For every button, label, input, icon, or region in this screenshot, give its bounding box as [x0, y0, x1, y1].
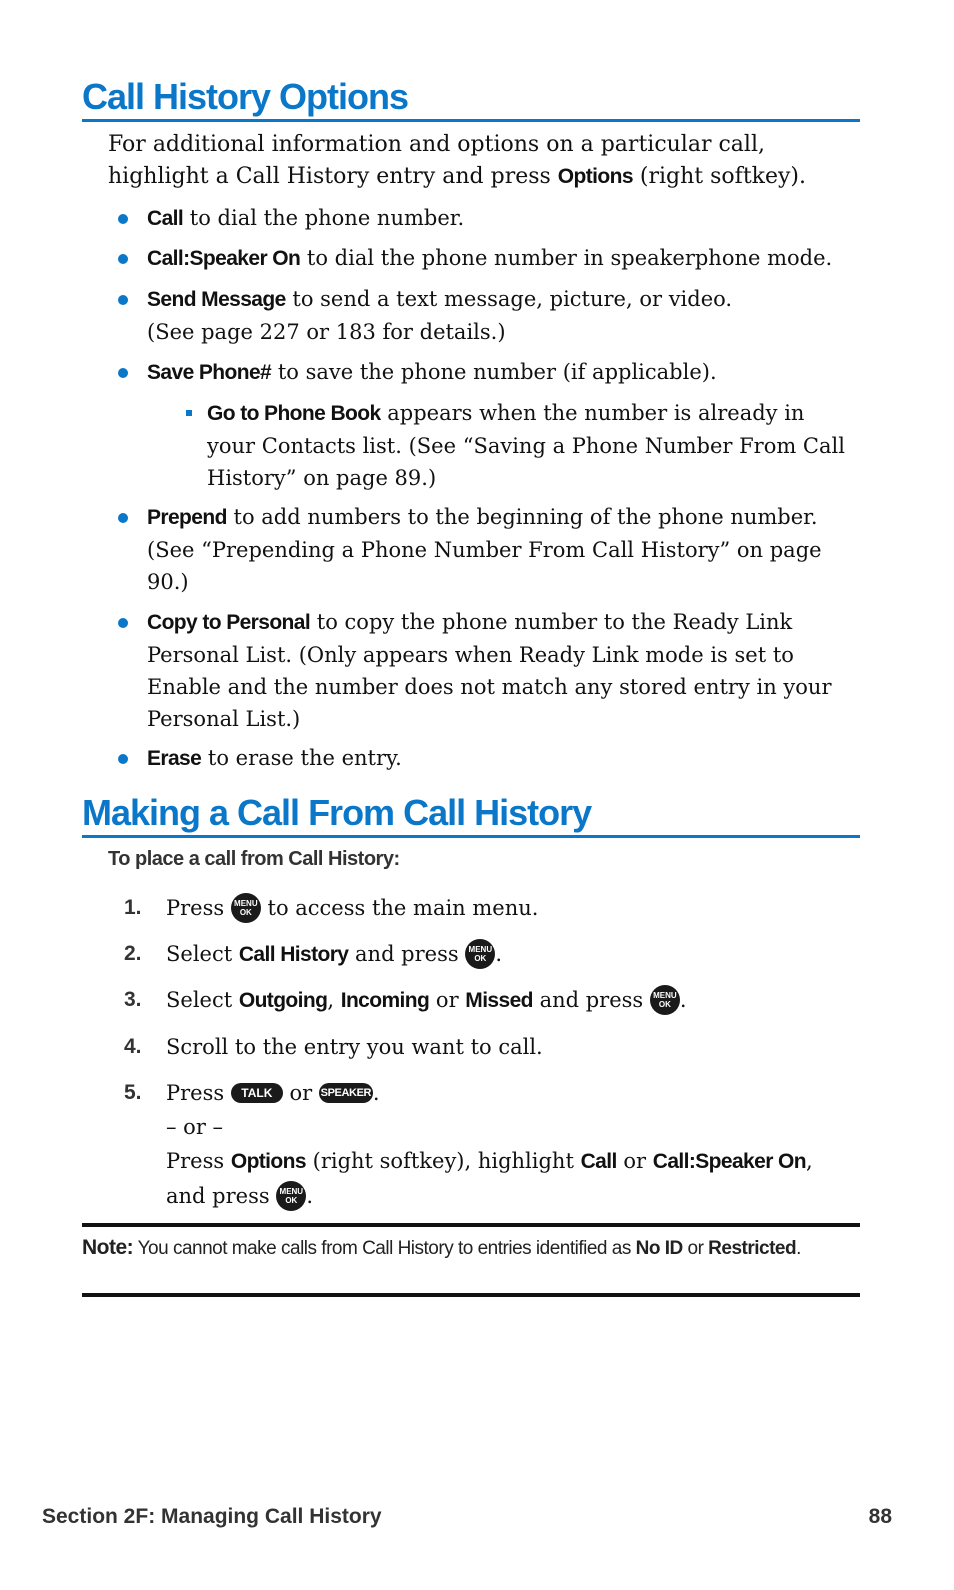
list-item: Call:Speaker On to dial the phone number in speakerphone mode.	[147, 242, 862, 275]
step-item: 4. Scroll to the entry you want to call.	[166, 1030, 856, 1064]
talk-key-icon: TALK	[231, 1083, 283, 1103]
note-text: Note: You cannot make calls from Call History to entries identified as No ID or Restricted.	[82, 1236, 801, 1259]
procedure-subheading: To place a call from Call History:	[108, 848, 400, 870]
options-softkey-label: Options	[557, 165, 633, 188]
menu-ok-key-icon: MENU OK	[276, 1181, 306, 1211]
menu-ok-key-icon: MENU OK	[465, 939, 495, 969]
list-item: Erase to erase the entry.	[147, 742, 862, 775]
sub-list-item: Go to Phone Book appears when the number is already in your Contacts list. (See “Saving a Phone Number From Call History” on page 89.)	[207, 397, 857, 494]
bullet-icon	[118, 618, 128, 628]
step-line: Press TALK or SPEAKER.	[166, 1081, 380, 1105]
bullet-icon	[118, 754, 128, 764]
step-number: 1.	[124, 896, 142, 919]
step-number: 5.	[124, 1081, 142, 1104]
bullet-icon	[118, 513, 128, 523]
list-item: Send Message to send a text message, picture, or video. (See page 227 or 183 for details.)	[147, 283, 767, 348]
bullet-icon	[118, 214, 128, 224]
step-number: 2.	[124, 942, 142, 965]
intro-paragraph: For additional information and options on a particular call, highlight a Call History entry and press Options (right softkey).	[108, 132, 807, 189]
bullet-icon	[118, 254, 128, 264]
footer-section-title: Section 2F: Managing Call History	[42, 1505, 382, 1528]
page-number: 88	[868, 1505, 892, 1528]
step-item: 1. Press MENU OK to access the main menu.	[166, 891, 856, 925]
step-number: 4.	[124, 1035, 142, 1058]
menu-ok-key-icon: MENU OK	[650, 985, 680, 1015]
or-separator: – or –	[166, 1115, 224, 1139]
step-item: 3. Select Outgoing, Incoming or Missed and press MENU OK .	[166, 983, 856, 1018]
step-item: 2. Select Call History and press MENU OK .	[166, 937, 856, 972]
section-title-making-a-call: Making a Call From Call History	[82, 793, 860, 838]
menu-ok-key-icon: MENU OK	[231, 893, 261, 923]
section-title-call-history-options: Call History Options	[82, 77, 860, 122]
list-item: Copy to Personal to copy the phone number to the Ready Link Personal List. (Only appears when Ready Link mode is set to Enable and the number does not match any stored entry in your Personal List.)	[147, 606, 862, 735]
list-item: Call to dial the phone number.	[147, 202, 862, 235]
step-line: Press Options (right softkey), highlight Call or Call:Speaker On, and press MENU OK .	[166, 1144, 856, 1213]
note-box	[82, 1223, 860, 1297]
square-bullet-icon	[186, 410, 192, 416]
step-number: 3.	[124, 988, 142, 1011]
bullet-icon	[118, 368, 128, 378]
step-item	[124, 1076, 856, 1213]
note-label: Note:	[82, 1236, 134, 1259]
bullet-icon	[118, 295, 128, 305]
speaker-key-icon: SPEAKER	[319, 1083, 373, 1103]
list-item: Prepend to add numbers to the beginning of the phone number. (See “Prepending a Phone Number From Call History” on page 90.)	[147, 501, 862, 598]
list-item: Save Phone# to save the phone number (if applicable).	[147, 356, 862, 389]
